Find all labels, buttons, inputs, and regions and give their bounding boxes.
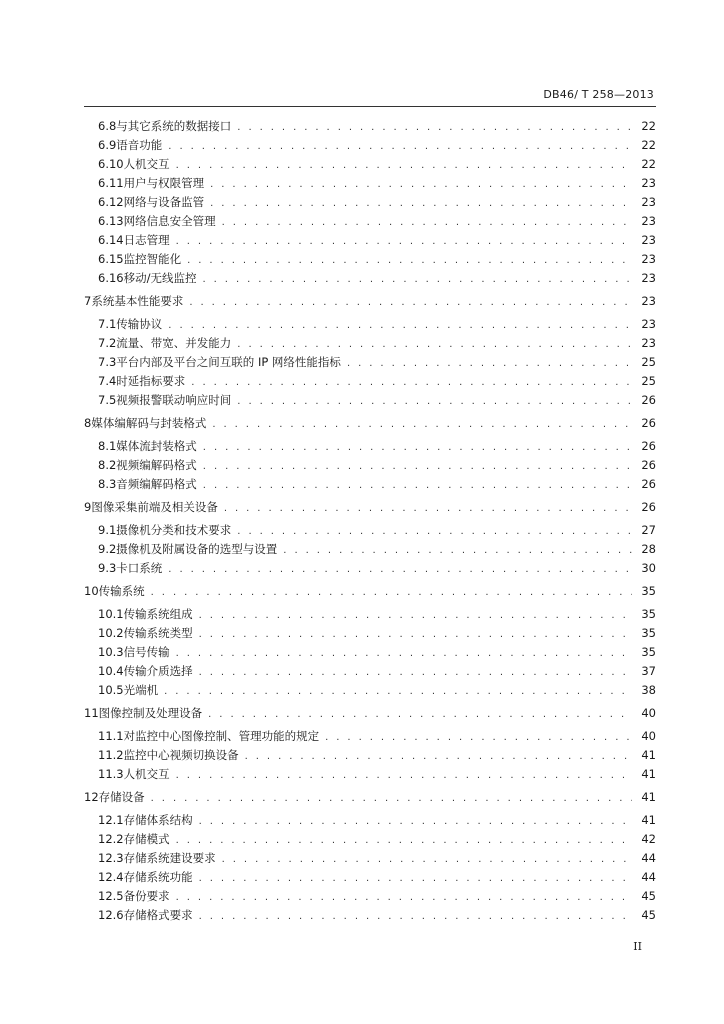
toc-entry-number: 10.4 (98, 664, 124, 678)
toc-dot-leader (237, 335, 632, 354)
toc-entry-number: 7.4 (98, 374, 117, 388)
toc-section-entry[interactable] (84, 605, 656, 624)
toc-entry-number: 12.1 (98, 813, 124, 827)
toc-entry-number: 8.3 (98, 477, 117, 491)
toc-entry-page: 40 (641, 729, 656, 743)
toc-entry-title: 摄像机及附属设备的选型与设置 (116, 542, 278, 556)
toc-entry-page: 22 (641, 138, 656, 152)
toc-entry-page: 26 (641, 477, 656, 491)
toc-entry-page: 26 (641, 458, 656, 472)
toc-chapter-entry[interactable] (84, 704, 656, 723)
toc-chapter-entry[interactable] (84, 788, 656, 807)
toc-dot-leader (168, 560, 632, 579)
toc-entry-page: 23 (641, 317, 656, 331)
toc-section-entry[interactable] (84, 456, 656, 475)
toc-entry-number: 12.5 (98, 889, 124, 903)
toc-entry-number: 8 (84, 416, 92, 430)
toc-entry-page: 40 (641, 706, 656, 720)
toc-dot-leader (199, 869, 632, 888)
toc-entry-number: 12.4 (98, 870, 124, 884)
toc-section-entry[interactable] (84, 830, 656, 849)
toc-entry-title: 光端机 (123, 683, 159, 697)
toc-dot-leader (325, 728, 632, 747)
toc-dot-leader (210, 194, 632, 213)
toc-entry-title: 日志管理 (123, 233, 170, 247)
toc-entry-page: 41 (641, 748, 656, 762)
toc-dot-leader (212, 415, 632, 434)
toc-dot-leader (199, 606, 632, 625)
toc-section-entry[interactable] (84, 662, 656, 681)
toc-section-entry[interactable] (84, 887, 656, 906)
toc-section-entry[interactable] (84, 231, 656, 250)
toc-entry-title: 系统基本性能要求 (91, 294, 184, 308)
toc-section-entry[interactable] (84, 765, 656, 784)
table-of-contents (84, 117, 656, 925)
toc-dot-leader (237, 522, 632, 541)
toc-chapter-entry[interactable] (84, 292, 656, 311)
toc-section-entry[interactable] (84, 391, 656, 410)
toc-dot-leader (210, 175, 632, 194)
toc-dot-leader (222, 850, 632, 869)
toc-entry-title: 摄像机分类和技术要求 (116, 523, 232, 537)
toc-entry-title: 音频编解码格式 (116, 477, 197, 491)
toc-entry-title: 传输系统类型 (123, 626, 193, 640)
toc-entry-number: 12.2 (98, 832, 124, 846)
toc-dot-leader (208, 705, 632, 724)
toc-entry-page: 23 (641, 214, 656, 228)
standard-code: DB46/ T 258—2013 (543, 88, 654, 101)
toc-section-entry[interactable] (84, 155, 656, 174)
toc-dot-leader (176, 232, 632, 251)
toc-entry-number: 7.2 (98, 336, 117, 350)
toc-entry-title: 用户与权限管理 (123, 176, 205, 190)
toc-section-entry[interactable] (84, 849, 656, 868)
toc-entry-page: 35 (641, 645, 656, 659)
toc-entry-title: 媒体编解码与封装格式 (91, 416, 207, 430)
toc-entry-page: 23 (641, 233, 656, 247)
toc-entry-page: 38 (641, 683, 656, 697)
toc-entry-title: 存储系统功能 (123, 870, 193, 884)
toc-entry-number: 10.2 (98, 626, 124, 640)
toc-section-entry[interactable] (84, 315, 656, 334)
toc-section-entry[interactable] (84, 681, 656, 700)
toc-section-entry[interactable] (84, 212, 656, 231)
toc-entry-page: 26 (641, 393, 656, 407)
toc-entry-page: 45 (641, 889, 656, 903)
toc-entry-title: 视频报警联动响应时间 (116, 393, 232, 407)
toc-dot-leader (202, 270, 632, 289)
toc-entry-page: 35 (641, 584, 656, 598)
toc-entry-page: 45 (641, 908, 656, 922)
toc-section-entry[interactable] (84, 250, 656, 269)
toc-entry-title: 存储体系结构 (123, 813, 193, 827)
toc-section-entry[interactable] (84, 868, 656, 887)
toc-dot-leader (199, 812, 632, 831)
toc-dot-leader (203, 438, 632, 457)
toc-dot-leader (237, 118, 632, 137)
toc-section-entry[interactable] (84, 521, 656, 540)
toc-entry-page: 22 (641, 157, 656, 171)
toc-chapter-entry[interactable] (84, 582, 656, 601)
toc-entry-number: 6.8 (98, 119, 117, 133)
toc-entry-title: 图像控制及处理设备 (98, 706, 203, 720)
toc-entry-number: 10.3 (98, 645, 124, 659)
toc-entry-page: 23 (641, 195, 656, 209)
toc-entry-page: 42 (641, 832, 656, 846)
toc-entry-page: 30 (641, 561, 656, 575)
toc-entry-page: 44 (641, 851, 656, 865)
toc-entry-number: 11 (84, 706, 99, 720)
toc-entry-title: 传输系统 (98, 584, 145, 598)
toc-dot-leader (203, 476, 632, 495)
toc-dot-leader (187, 251, 632, 270)
toc-entry-title: 监控中心视频切换设备 (123, 748, 239, 762)
toc-entry-number: 7.1 (98, 317, 117, 331)
toc-entry-title: 存储格式要求 (123, 908, 193, 922)
toc-entry-page: 26 (641, 439, 656, 453)
toc-entry-page: 23 (641, 176, 656, 190)
toc-section-entry[interactable] (84, 437, 656, 456)
toc-entry-page: 41 (641, 767, 656, 781)
toc-entry-number: 11.3 (98, 767, 124, 781)
toc-section-entry[interactable] (84, 475, 656, 494)
toc-dot-leader (176, 644, 632, 663)
toc-section-entry[interactable] (84, 540, 656, 559)
header-rule (84, 106, 656, 107)
toc-entry-number: 7.3 (98, 355, 117, 369)
toc-entry-number: 9 (84, 500, 92, 514)
toc-entry-page: 23 (641, 294, 656, 308)
toc-section-entry[interactable] (84, 117, 656, 136)
toc-entry-title: 卡口系统 (116, 561, 163, 575)
toc-entry-page: 26 (641, 416, 656, 430)
toc-entry-page: 28 (641, 542, 656, 556)
toc-entry-title: 传输系统组成 (123, 607, 193, 621)
toc-entry-title: 与其它系统的数据接口 (116, 119, 232, 133)
toc-dot-leader (168, 137, 632, 156)
toc-entry-page: 23 (641, 252, 656, 266)
toc-section-entry[interactable] (84, 906, 656, 925)
toc-entry-title: 信号传输 (123, 645, 170, 659)
toc-entry-number: 6.14 (98, 233, 124, 247)
toc-entry-number: 10.5 (98, 683, 124, 697)
toc-dot-leader (237, 392, 632, 411)
toc-entry-page: 26 (641, 500, 656, 514)
toc-dot-leader (203, 457, 632, 476)
toc-entry-page: 22 (641, 119, 656, 133)
toc-entry-title: 网络信息安全管理 (123, 214, 216, 228)
toc-dot-leader (199, 663, 632, 682)
toc-dot-leader (168, 316, 632, 335)
toc-entry-title: 传输协议 (116, 317, 163, 331)
toc-section-entry[interactable] (84, 727, 656, 746)
toc-entry-title: 传输介质选择 (123, 664, 193, 678)
toc-entry-number: 8.2 (98, 458, 117, 472)
toc-entry-number: 6.13 (98, 214, 124, 228)
toc-entry-title: 媒体流封装格式 (116, 439, 197, 453)
toc-entry-number: 9.3 (98, 561, 117, 575)
toc-entry-page: 37 (641, 664, 656, 678)
toc-entry-page: 41 (641, 790, 656, 804)
toc-section-entry[interactable] (84, 811, 656, 830)
toc-section-entry[interactable] (84, 643, 656, 662)
toc-section-entry[interactable] (84, 334, 656, 353)
toc-entry-number: 10 (84, 584, 99, 598)
toc-section-entry[interactable] (84, 269, 656, 288)
toc-entry-number: 6.11 (98, 176, 124, 190)
toc-entry-title: 备份要求 (123, 889, 170, 903)
toc-entry-title: 存储系统建设要求 (123, 851, 216, 865)
toc-dot-leader (199, 625, 632, 644)
toc-entry-title: 监控智能化 (123, 252, 182, 266)
toc-entry-number: 6.10 (98, 157, 124, 171)
toc-section-entry[interactable] (84, 624, 656, 643)
page-number: II (633, 940, 642, 953)
toc-entry-number: 12 (84, 790, 99, 804)
toc-entry-number: 7.5 (98, 393, 117, 407)
toc-entry-number: 9.2 (98, 542, 117, 556)
toc-dot-leader (245, 747, 632, 766)
toc-entry-title: 人机交互 (123, 157, 170, 171)
toc-section-entry[interactable] (84, 559, 656, 578)
toc-entry-title: 平台内部及平台之间互联的 IP 网络性能指标 (116, 355, 341, 369)
toc-entry-number: 12.3 (98, 851, 124, 865)
toc-dot-leader (151, 583, 632, 602)
toc-entry-page: 23 (641, 336, 656, 350)
toc-dot-leader (164, 682, 632, 701)
toc-entry-number: 6.16 (98, 271, 124, 285)
toc-entry-title: 存储模式 (123, 832, 170, 846)
toc-entry-title: 对监控中心图像控制、管理功能的规定 (123, 729, 320, 743)
toc-entry-title: 流量、带宽、并发能力 (116, 336, 232, 350)
toc-entry-page: 44 (641, 870, 656, 884)
toc-entry-title: 视频编解码格式 (116, 458, 197, 472)
toc-entry-title: 存储设备 (98, 790, 145, 804)
toc-section-entry[interactable] (84, 193, 656, 212)
toc-section-entry[interactable] (84, 746, 656, 765)
toc-entry-number: 6.15 (98, 252, 124, 266)
toc-entry-page: 27 (641, 523, 656, 537)
toc-entry-title: 语音功能 (116, 138, 163, 152)
toc-entry-title: 时延指标要求 (116, 374, 186, 388)
toc-entry-page: 23 (641, 271, 656, 285)
toc-section-entry[interactable] (84, 174, 656, 193)
toc-chapter-entry[interactable] (84, 414, 656, 433)
toc-dot-leader (283, 541, 632, 560)
toc-entry-page: 41 (641, 813, 656, 827)
toc-entry-number: 9.1 (98, 523, 117, 537)
toc-entry-number: 8.1 (98, 439, 117, 453)
toc-entry-page: 25 (641, 355, 656, 369)
toc-entry-title: 移动/无线监控 (123, 271, 197, 285)
toc-dot-leader (176, 766, 632, 785)
toc-entry-number: 10.1 (98, 607, 124, 621)
toc-entry-number: 6.9 (98, 138, 117, 152)
toc-entry-page: 35 (641, 607, 656, 621)
toc-entry-number: 11.1 (98, 729, 124, 743)
toc-dot-leader (199, 907, 632, 926)
toc-entry-title: 网络与设备监管 (123, 195, 205, 209)
toc-dot-leader (191, 373, 632, 392)
toc-chapter-entry[interactable] (84, 498, 656, 517)
toc-dot-leader (151, 789, 632, 808)
toc-entry-number: 12.6 (98, 908, 124, 922)
toc-dot-leader (189, 293, 632, 312)
toc-entry-number: 11.2 (98, 748, 124, 762)
toc-dot-leader (224, 499, 632, 518)
toc-entry-page: 35 (641, 626, 656, 640)
toc-section-entry[interactable] (84, 353, 656, 372)
toc-entry-number: 6.12 (98, 195, 124, 209)
toc-entry-title: 人机交互 (123, 767, 170, 781)
toc-section-entry[interactable] (84, 136, 656, 155)
toc-entry-page: 25 (641, 374, 656, 388)
toc-entry-title: 图像采集前端及相关设备 (91, 500, 218, 514)
toc-entry-number: 7 (84, 294, 92, 308)
toc-section-entry[interactable] (84, 372, 656, 391)
toc-dot-leader (347, 354, 632, 373)
toc-dot-leader (222, 213, 632, 232)
toc-dot-leader (176, 888, 632, 907)
toc-dot-leader (176, 156, 632, 175)
toc-dot-leader (176, 831, 632, 850)
